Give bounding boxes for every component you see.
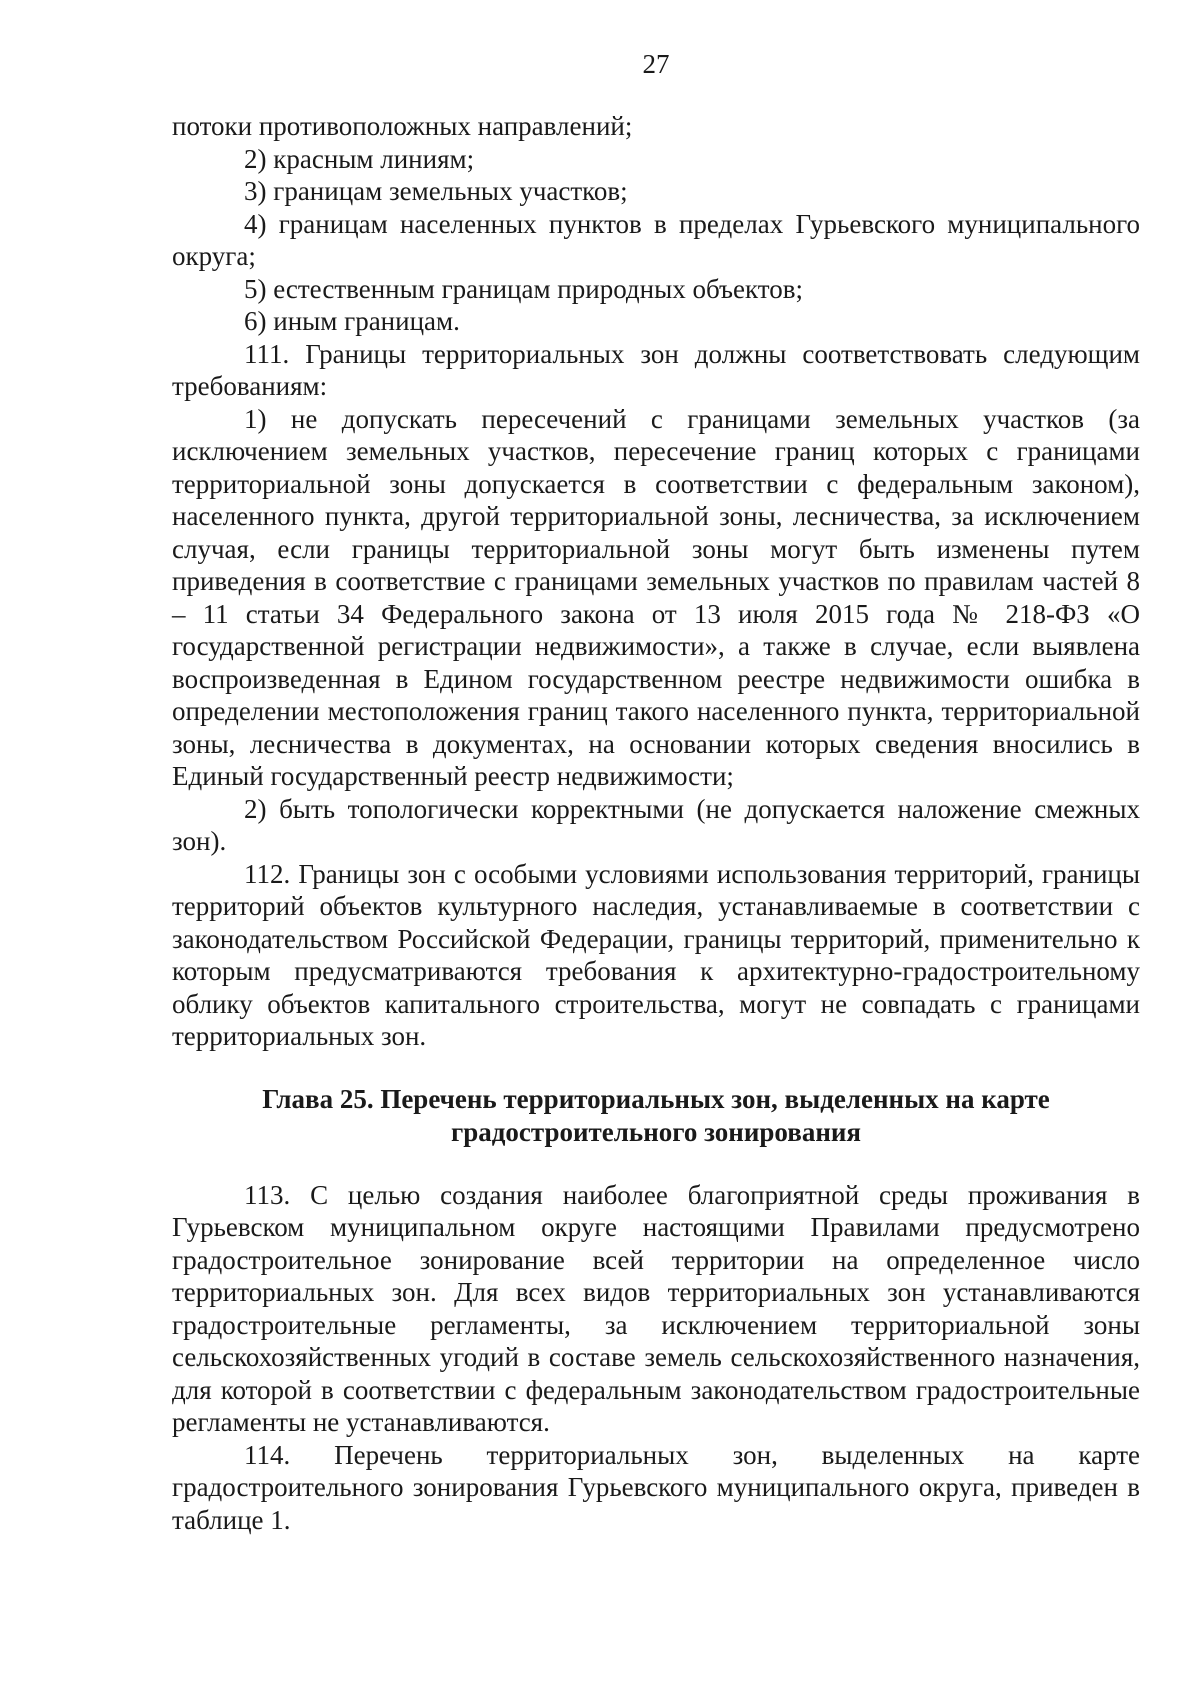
- paragraph: потоки противоположных направлений;: [172, 111, 633, 141]
- page-number: 27: [642, 49, 670, 79]
- chapter-heading: [172, 1083, 1140, 1149]
- clause-111: 111. Границы территориальных зон должны соответствовать следующим требованиям:: [172, 338, 1140, 401]
- clause-114: 114. Перечень территориальных зон, выделенных на карте градостроительного зонирования Гурьевского муниципального округа, приведен в таблице 1.: [172, 1439, 1140, 1535]
- list-item-land-plots: 3) границам земельных участков;: [244, 176, 628, 206]
- chapter-heading-line-1: Глава 25. Перечень территориальных зон, выделенных на карте: [262, 1083, 1050, 1114]
- list-item-other-borders: 6) иным границам.: [244, 306, 460, 336]
- clause-111-item-2: 2) быть топологически корректными (не допускается наложение смежных зон).: [172, 793, 1140, 856]
- chapter-heading-line-2: градостроительного зонирования: [450, 1116, 862, 1147]
- clause-112: 112. Границы зон с особыми условиями использования территорий, границы территорий объектов культурного наследия, устанавливаемые в соответствии с законодательством Российской Федерации, границы территорий, применительно к которым предусматриваются требования к архитектурно-градостроительному облику объектов капитального строительства, могут не совпадать с границами территориальных зон.: [172, 858, 1140, 1051]
- document-body: [172, 110, 1140, 1536]
- clause-113: 113. С целью создания наиболее благоприятной среды проживания в Гурьевском муниципальном округе настоящими Правилами предусмотрено градостроительное зонирование всей территории на определенное число территориальных зон. Для всех видов территориальных зон устанавливаются градостроительные регламенты, за исключением территориальной зоны сельскохозяйственных угодий в составе земель сельскохозяйственного назначения, для которой в соответствии с федеральным законодательством градостроительные регламенты не устанавливаются.: [172, 1179, 1140, 1437]
- list-item-settlements: 4) границам населенных пунктов в пределах Гурьевского муниципального округа;: [172, 208, 1140, 271]
- list-item-red-lines: 2) красным линиям;: [244, 143, 475, 174]
- clause-111-item-1: 1) не допускать пересечений с границами земельных участков (за исключением земельных участков, пересечение границ которых с границами территориальной зоны допускается в соответствии с федеральным законом), населенного пункта, другой территориальной зоны, лесничества, за исключением случая, если границы территориальной зоны могут быть изменены путем приведения в соответствие с границами земельных участков по правилам частей 8 – 11 статьи 34 Федерального закона от 13 июля 2015 года № 218-ФЗ «О государственной регистрации недвижимости», а также в случае, если выявлена воспроизведенная в Едином государственном реестре недвижимости ошибка в определении местоположения границ такого населенного пункта, территориальной зоны, лесничества в документах, на основании которых сведения вносились в Единый государственный реестр недвижимости;: [172, 403, 1140, 791]
- list-item-natural-borders: 5) естественным границам природных объектов;: [244, 273, 803, 304]
